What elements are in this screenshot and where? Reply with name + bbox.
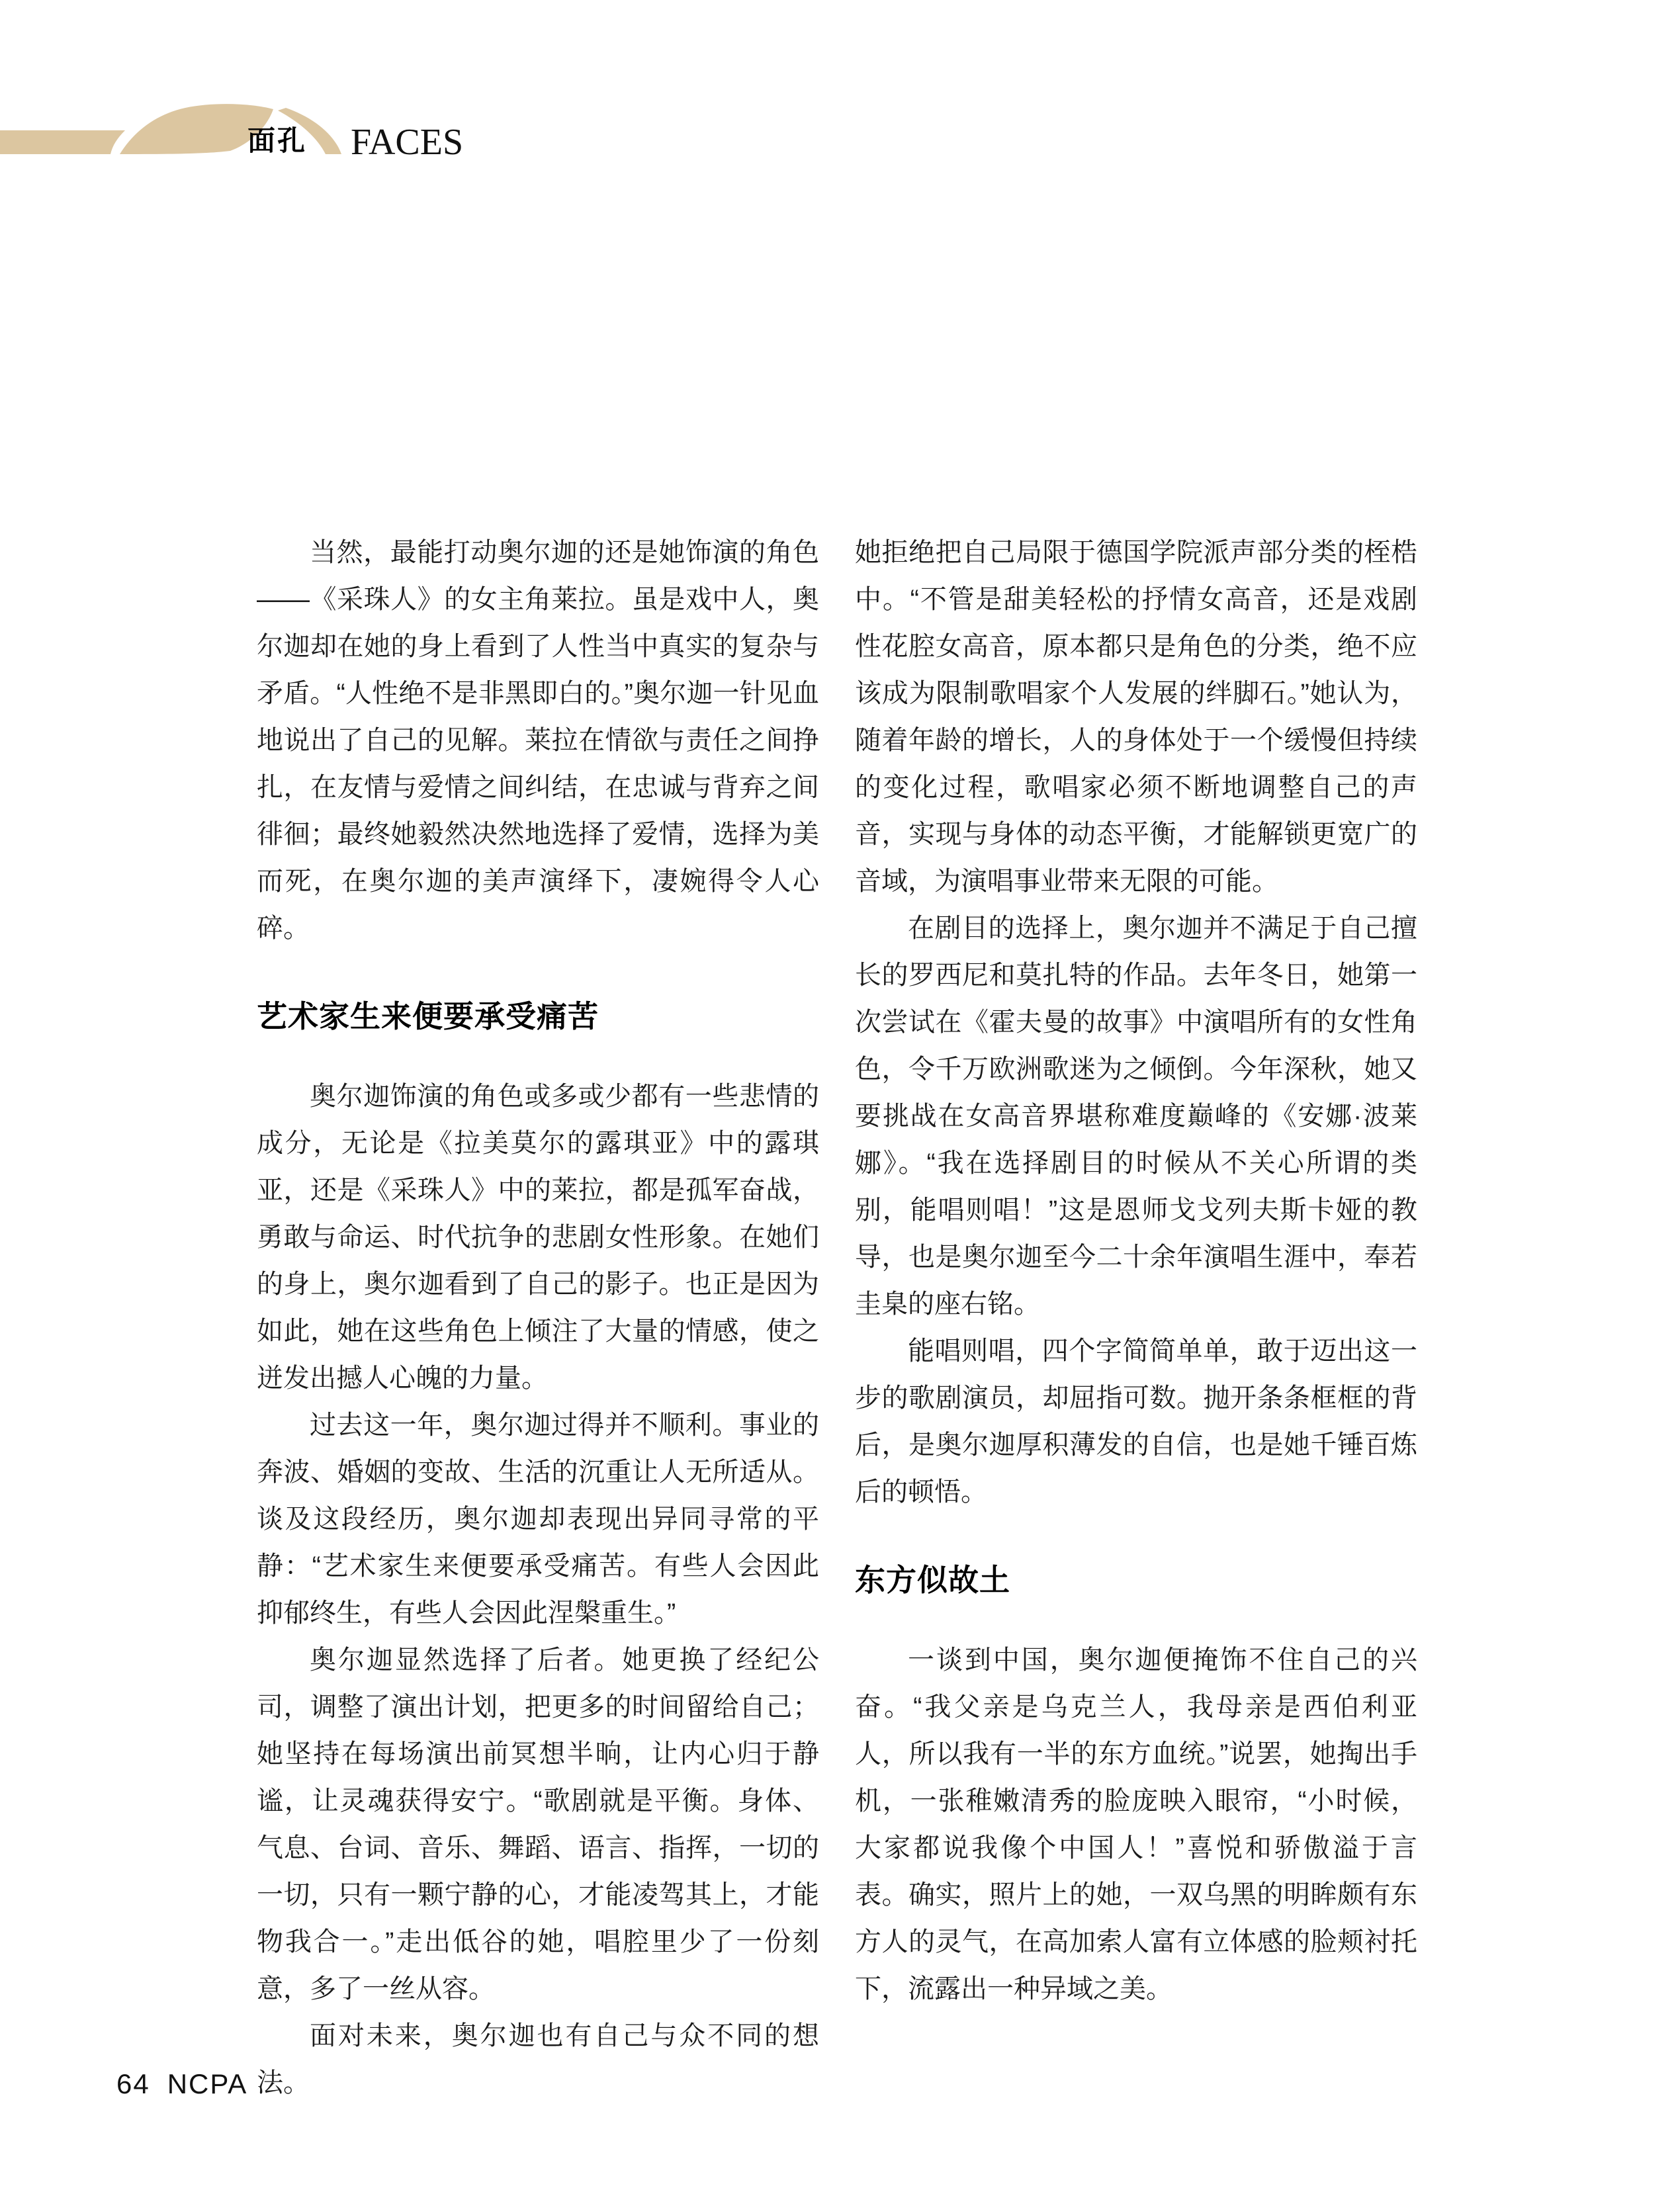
left-column [257, 529, 819, 2107]
page-number: 64 [116, 2068, 150, 2099]
page-footer [116, 2068, 247, 2100]
section-title-zh: 面孔 [247, 125, 308, 156]
header-bar-shape [0, 130, 125, 154]
paragraph: 她拒绝把自己局限于德国学院派声部分类的桎梏中。“不管是甜美轻松的抒情女高音，还是戏剧性花腔女高音，原本都只是角色的分类，绝不应该成为限制歌唱家个人发展的绊脚石。”她认为，随着年龄的增长，人的身体处于一个缓慢但持续的变化过程，歌唱家必须不断地调整自己的声音，实现与身体的动态平衡，才能解锁更宽广的音域，为演唱事业带来无限的可能。 [855, 538, 1417, 896]
publication-name: NCPA [167, 2068, 248, 2099]
paragraph: 当然，最能打动奥尔迦的还是她饰演的角色——《采珠人》的女主角莱拉。虽是戏中人，奥尔迦却在她的身上看到了人性当中真实的复杂与矛盾。“人性绝不是非黑即白的。”奥尔迦一针见血地说出了自己的见解。莱拉在情欲与责任之间挣扎，在友情与爱情之间纠结，在忠诚与背弃之间徘徊；最终她毅然决然地选择了爱情，选择为美而死，在奥尔迦的美声演绎下，凄婉得令人心碎。 [257, 538, 819, 943]
paragraph: 能唱则唱，四个字简简单单，敢于迈出这一步的歌剧演员，却屈指可数。抛开条条框框的背后，是奥尔迦厚积薄发的自信，也是她千锤百炼后的顿悟。 [855, 1336, 1417, 1507]
paragraph: 奥尔迦显然选择了后者。她更换了经纪公司，调整了演出计划，把更多的时间留给自己；她坚持在每场演出前冥想半晌，让内心归于静谧，让灵魂获得安宁。“歌剧就是平衡。身体、气息、台词、音乐、舞蹈、语言、指挥，一切的一切，只有一颗宁静的心，才能凌驾其上，才能物我合一。”走出低谷的她，唱腔里少了一份刻意，多了一丝从容。 [257, 1645, 819, 2003]
paragraph: 面对未来，奥尔迦也有自己与众不同的想法。 [257, 2021, 819, 2097]
right-column [855, 529, 1417, 2013]
paragraph: 奥尔迦饰演的角色或多或少都有一些悲情的成分，无论是《拉美莫尔的露琪亚》中的露琪亚，还是《采珠人》中的莱拉，都是孤军奋战，勇敢与命运、时代抗争的悲剧女性形象。在她们的身上，奥尔迦看到了自己的影子。也正是因为如此，她在这些角色上倾注了大量的情感，使之迸发出撼人心魄的力量。 [257, 1082, 819, 1393]
paragraph: 过去这一年，奥尔迦过得并不顺利。事业的奔波、婚姻的变故、生活的沉重让人无所适从。谈及这段经历，奥尔迦却表现出异同寻常的平静：“艺术家生来便要承受痛苦。有些人会因此抑郁终生，有些人会因此涅槃重生。” [257, 1411, 819, 1628]
section-title-en: FACES [351, 122, 464, 163]
header-swoosh-graphic [0, 0, 463, 212]
paragraph: 在剧目的选择上，奥尔迦并不满足于自己擅长的罗西尼和莫扎特的作品。去年冬日，她第一次尝试在《霍夫曼的故事》中演唱所有的女性角色，令千万欧洲歌迷为之倾倒。今年深秋，她又要挑战在女高音界堪称难度巅峰的《安娜·波莱娜》。“我在选择剧目的时候从不关心所谓的类别，能唱则唱！”这是恩师戈戈列夫斯卡娅的教导，也是奥尔迦至今二十余年演唱生涯中，奉若圭臬的座右铭。 [855, 914, 1417, 1319]
paragraph: 一谈到中国，奥尔迦便掩饰不住自己的兴奋。“我父亲是乌克兰人，我母亲是西伯利亚人，所以我有一半的东方血统。”说罢，她掏出手机，一张稚嫩清秀的脸庞映入眼帘，“小时候，大家都说我像个中国人！”喜悦和骄傲溢于言表。确实，照片上的她，一双乌黑的明眸颇有东方人的灵气，在高加索人富有立体感的脸颊衬托下，流露出一种异域之美。 [855, 1645, 1417, 2003]
subheading-artist-suffering: 艺术家生来便要承受痛苦 [257, 999, 599, 1033]
subheading-east-like-homeland: 东方似故土 [855, 1563, 1010, 1597]
